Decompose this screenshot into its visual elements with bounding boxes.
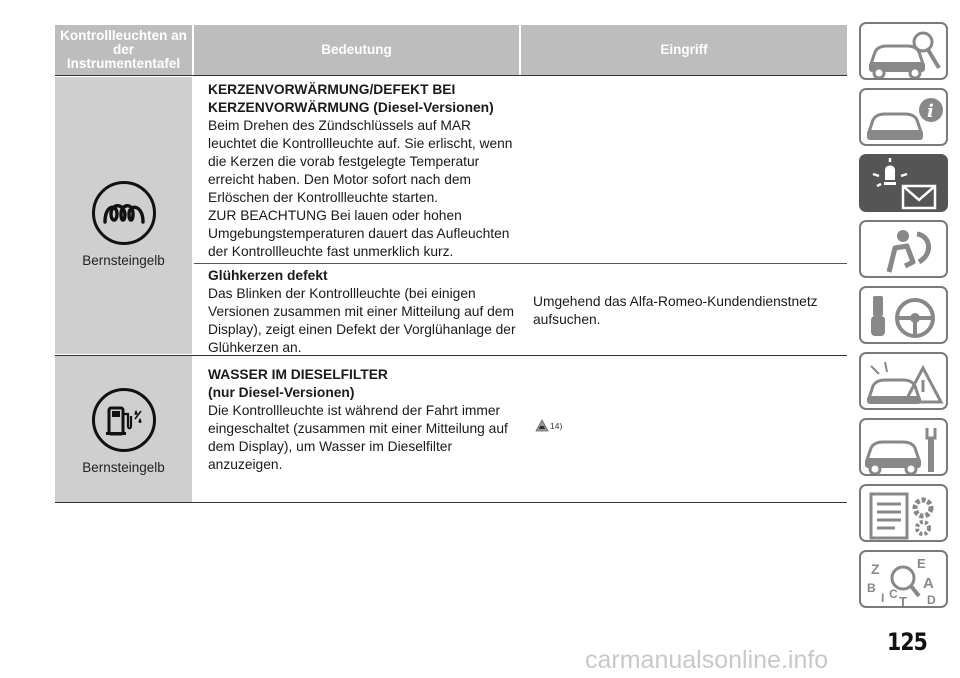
warning-reference[interactable] [535,419,562,432]
row-text: leuchtet die Kontrollleuchte auf. Sie erlischt, wenn [208,136,513,151]
row-text: der Kontrollleuchte fast unmerklich kurz. [208,244,454,259]
row-text: Erlöschen der Kontrollleuchte starten. [208,190,439,205]
row-text: Umgebungstemperaturen dauert das Aufleuchten [208,226,510,241]
action-text: aufsuchen. [533,312,601,327]
svg-text:A: A [923,575,934,592]
divider [55,75,847,76]
header-instrument-lights [55,25,192,75]
nav-car-info[interactable] [859,88,948,146]
car-info-icon [861,90,948,146]
svg-text:I: I [881,591,885,605]
warning-ref-number: 14) [550,420,563,431]
nav-safety[interactable] [859,220,948,278]
nav-index[interactable] [859,550,948,608]
svg-text:i: i [927,101,934,122]
car-emergency-icon [861,354,948,410]
header-action: Eingriff [521,25,847,75]
svg-text:T: T [899,594,907,609]
row-text: eingeschaltet (zusammen mit einer Mitteilung auf [208,421,508,436]
car-wrench-icon [861,420,948,476]
nav-warning-lights[interactable] [859,154,948,212]
action-text: Umgehend das Alfa-Romeo-Kundendienstnetz [533,294,818,309]
nav-car-tools[interactable] [859,22,948,80]
warning-triangle-icon [535,419,549,432]
lamp-color-label: Bernsteingelb [82,460,165,475]
nav-starting-driving[interactable] [859,286,948,344]
alphabetical-index-icon [861,552,948,608]
row-divider [194,263,847,264]
row-text: Versionen zusammen mit einer Mitteilung auf dem [208,304,514,319]
svg-text:C: C [889,587,898,601]
glow-plug-meaning [208,81,523,261]
page-number: 125 [886,628,928,656]
row-title: (nur Diesel-Versionen) [208,385,355,400]
svg-text:Z: Z [871,561,880,577]
row-title: KERZENVORWÄRMUNG (Diesel-Versionen) [208,100,494,115]
row-text: Display), zeigt einen Defekt der Vorglühanlage der [208,322,516,337]
glow-plug-defect-meaning [208,267,523,357]
row-text: dem Display), um Wasser im Dieselfilter [208,439,453,454]
glow-plug-icon [92,181,156,245]
nav-maintenance[interactable] [859,418,948,476]
airbag-seat-icon [861,222,948,278]
row-text: die Kerzen die vorab festgelegte Temperatur [208,154,480,169]
header-line: der [112,42,134,57]
water-in-fuel-meaning [208,366,523,474]
car-tools-icon [861,24,948,80]
row-title: Glühkerzen defekt [208,268,328,283]
header-meaning: Bedeutung [194,25,519,75]
nav-emergency[interactable] [859,352,948,410]
glow-plug-defect-action [533,293,843,329]
row-text: ZUR BEACHTUNG Bei lauen oder hohen [208,208,462,223]
lamp-cell-water-in-fuel [55,356,192,502]
lamp-cell-glow-plug [55,77,192,354]
row-text: anzuzeigen. [208,457,283,472]
divider [55,502,847,503]
key-steering-wheel-icon [861,288,948,344]
row-title: KERZENVORWÄRMUNG/DEFEKT BEI [208,82,456,97]
header-line: Kontrollleuchten an [60,28,187,43]
lamp-color-label: Bernsteingelb [82,253,165,268]
row-title: WASSER IM DIESELFILTER [208,367,388,382]
svg-text:E: E [917,556,926,571]
water-in-fuel-icon [92,388,156,452]
svg-text:D: D [927,593,936,607]
header-line: Instrumententafel [66,56,181,71]
row-text: Glühkerzen an. [208,340,302,355]
specs-gear-icon [861,486,948,542]
warning-light-message-icon [861,156,948,212]
row-text: Beim Drehen des Zündschlüssels auf MAR [208,118,472,133]
watermark: carmanualsonline.info [585,646,829,674]
svg-text:B: B [867,581,876,595]
row-text: Die Kontrollleuchte ist während der Fahrt immer [208,403,501,418]
nav-technical-data[interactable] [859,484,948,542]
row-text: erreicht haben. Den Motor sofort nach dem [208,172,472,187]
row-text: Das Blinken der Kontrollleuchte (bei einigen [208,286,476,301]
